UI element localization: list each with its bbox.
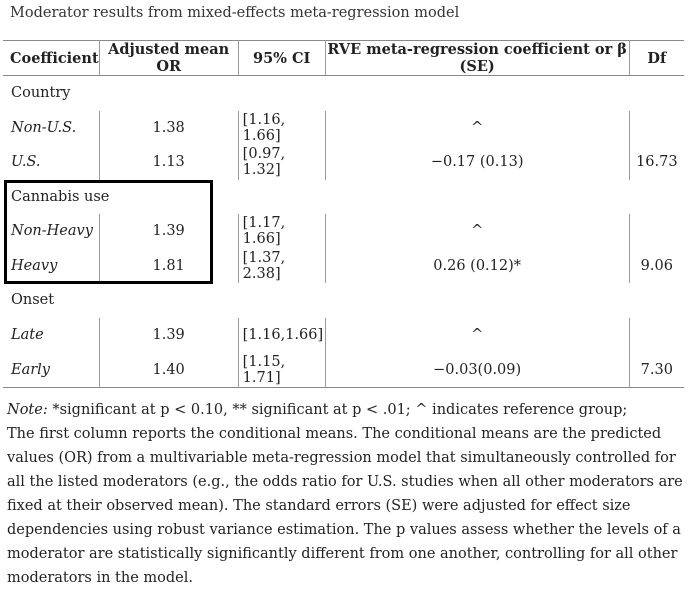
df-cell	[629, 111, 684, 146]
significance-note	[7, 398, 687, 422]
ci-cell: [1.17, 1.66]	[238, 214, 325, 249]
coef-cell: ^	[325, 214, 629, 249]
df-cell: 9.06	[629, 249, 684, 284]
group-row-country	[3, 76, 684, 111]
or-cell: 1.81	[99, 249, 238, 284]
table-row	[3, 352, 684, 388]
coef-cell: −0.03(0.09)	[325, 352, 629, 388]
note-label: Note:	[7, 402, 48, 418]
header-coefficient: Coefficient	[3, 41, 99, 76]
highlight-box-cannabis-use	[4, 180, 213, 284]
level-cell: U.S.	[11, 154, 41, 171]
ci-cell: [1.15, 1.71]	[238, 352, 325, 388]
level-cell: Non-Heavy	[11, 223, 93, 240]
ci-cell: [0.97, 1.32]	[238, 145, 325, 180]
group-label: Onset	[11, 292, 55, 309]
df-cell: 7.30	[629, 352, 684, 388]
table-row	[3, 111, 684, 146]
level-cell: Early	[11, 361, 50, 378]
level-cell: Non-U.S.	[11, 119, 77, 136]
coef-cell: ^	[325, 318, 629, 353]
header-95-ci: 95% CI	[238, 41, 325, 76]
table-row	[3, 145, 684, 180]
df-cell	[629, 318, 684, 353]
or-cell: 1.13	[99, 145, 238, 180]
or-cell: 1.39	[99, 214, 238, 249]
table-notes	[7, 398, 687, 590]
note-text: *significant at p < 0.10, ** significant at p < .01; ^ indicates reference group;	[47, 402, 628, 418]
ci-cell: [1.16,1.66]	[238, 318, 325, 353]
ci-cell: [1.37, 2.38]	[238, 249, 325, 284]
coef-cell: 0.26 (0.12)*	[325, 249, 629, 284]
table-title: Moderator results from mixed-effects meta-regression model	[10, 5, 460, 21]
or-cell: 1.38	[99, 111, 238, 146]
ci-cell: [1.16, 1.66]	[238, 111, 325, 146]
df-cell	[629, 214, 684, 249]
header-adjusted-mean-or: Adjusted mean OR	[99, 41, 238, 76]
explanation-paragraph: The first column reports the conditional means. The conditional means are the predicted values (OR) from a multivariable meta-regression model that simultaneously controlled for all the listed moderators (e.g., the odds ratio for U.S. studies when all other moderators are fixed at their observed mean). The standard errors (SE) were adjusted for effect size dependencies using robust variance estimation. The p values assess whether the levels of a moderator are statistically significantly different from one another, controlling for all other moderators in the model.	[7, 426, 683, 586]
group-row-onset	[3, 283, 684, 318]
header-df: Df	[629, 41, 684, 76]
or-cell: 1.40	[99, 352, 238, 388]
coef-cell: −0.17 (0.13)	[325, 145, 629, 180]
level-cell: Heavy	[11, 257, 58, 274]
header-row	[3, 41, 684, 76]
level-cell: Late	[11, 326, 44, 343]
header-rve-coefficient: RVE meta-regression coefficient or β (SE)	[325, 41, 629, 76]
group-label: Country	[11, 85, 71, 102]
or-cell: 1.39	[99, 318, 238, 353]
coef-cell: ^	[325, 111, 629, 146]
df-cell: 16.73	[629, 145, 684, 180]
group-label: Cannabis use	[11, 188, 110, 205]
table-row	[3, 318, 684, 353]
